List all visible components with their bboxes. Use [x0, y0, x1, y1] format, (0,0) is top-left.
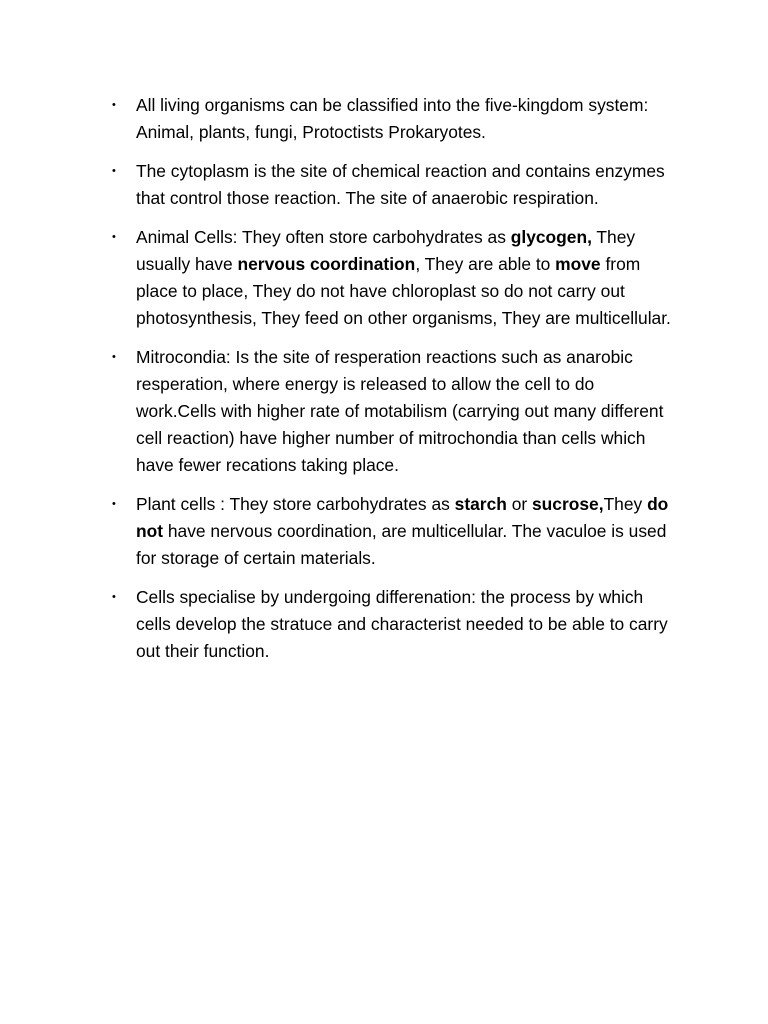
list-item: [108, 158, 678, 212]
list-item-text: [136, 347, 663, 475]
text-segment: They: [603, 494, 648, 514]
text-segment: All living organisms can be classified into the five-kingdom system: Animal, plants, fungi, Protoctists Prokaryotes.: [136, 95, 649, 142]
bullet-icon: •: [112, 498, 116, 510]
bullet-list: [108, 92, 678, 677]
bold-text-segment: move: [555, 254, 601, 274]
list-item: [108, 224, 678, 332]
list-item-text: [136, 494, 668, 568]
list-item: [108, 491, 678, 572]
text-segment: from place to place, They do not have chloroplast so do not carry out photosynthesis, They feed on other organisms, They are multicellular.: [136, 254, 671, 328]
list-item: [108, 92, 678, 146]
bold-text-segment: glycogen,: [510, 227, 592, 247]
bold-text-segment: do not: [136, 494, 669, 541]
list-item: [108, 584, 678, 665]
bold-text-segment: starch: [454, 494, 507, 514]
text-segment: Animal Cells: They often store carbohydrates as: [136, 227, 511, 247]
bold-text-segment: sucrose,: [532, 494, 604, 514]
list-item-text: [136, 227, 671, 328]
list-item-text: [136, 161, 665, 208]
text-segment: Mitrocondia: Is the site of resperation reactions such as anarobic resperation, where energy is released to allow the cell to do work.Cells with higher rate of motabilism (carrying out many different cell reaction) have higher number of mitrochondia than cells which have fewer recations taking place.: [136, 347, 664, 475]
bullet-icon: •: [112, 591, 116, 603]
bullet-icon: •: [112, 231, 116, 243]
text-segment: have nervous coordination, are multicellular. The vaculoe is used for storage of certain materials.: [136, 521, 667, 568]
text-segment: Plant cells : They store carbohydrates as: [136, 494, 455, 514]
text-segment: Cells specialise by undergoing differenation: the process by which cells develop the stratuce and characterist needed to be able to carry out their function.: [136, 587, 668, 661]
text-segment: or: [506, 494, 533, 514]
text-segment: The cytoplasm is the site of chemical reaction and contains enzymes that control those reaction. The site of anaerobic respiration.: [136, 161, 665, 208]
text-segment: , They are able to: [415, 254, 556, 274]
list-item: [108, 344, 678, 479]
bullet-icon: •: [112, 351, 116, 363]
list-item-text: [136, 95, 648, 142]
bold-text-segment: nervous coordination: [237, 254, 416, 274]
bullet-icon: •: [112, 165, 116, 177]
list-item-text: [136, 587, 668, 661]
text-segment: They usually have: [136, 227, 636, 274]
bullet-icon: •: [112, 99, 116, 111]
